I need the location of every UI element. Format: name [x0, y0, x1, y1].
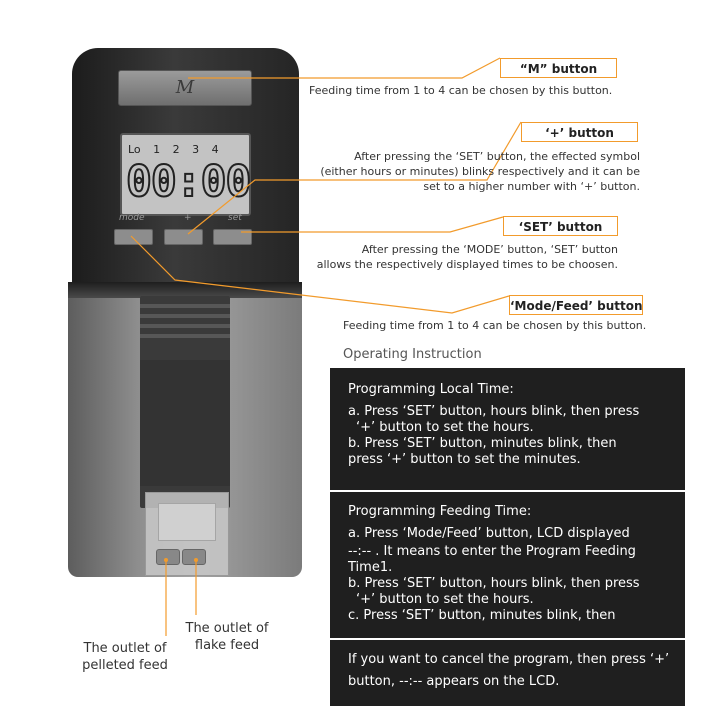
callout-line: (either hours or minutes) blinks respectively and it can be: [320, 165, 640, 178]
instruction-line: b. Press ‘SET’ button, hours blink, then press: [348, 576, 640, 591]
mode-feed-callout-text: Feeding time from 1 to 4 can be chosen by this button.: [343, 319, 647, 332]
cancel-instruction-panel: [330, 640, 685, 706]
local-time-heading: Programming Local Time:: [348, 382, 514, 397]
instruction-line: a. Press ‘SET’ button, hours blink, then press: [348, 404, 640, 419]
m-button-callout-text: Feeding time from 1 to 4 can be chosen by this button.: [309, 84, 613, 97]
instruction-line: If you want to cancel the program, then press ‘+’: [348, 652, 670, 667]
outlet-label-line: The outlet of: [83, 641, 167, 656]
instruction-line: ‘+’ button to set the hours.: [356, 592, 534, 607]
instruction-panel: [330, 368, 685, 638]
operating-instruction-title: Operating Instruction: [343, 347, 482, 362]
callout-line: allows the respectively displayed times to be choosen.: [316, 258, 618, 271]
lcd-indicator: 1: [153, 143, 161, 156]
callout-line: After pressing the ‘SET’ button, the effected symbol: [354, 150, 640, 163]
m-button-callout-title: “M” button: [500, 58, 617, 78]
instruction-line: --:-- . It means to enter the Program Feeding: [348, 544, 636, 559]
set-button-callout-title: ‘SET’ button: [503, 216, 618, 236]
outlet-label-line: The outlet of: [185, 621, 269, 636]
flake-outlet-label: [182, 620, 272, 654]
plus-button-callout-title: ‘+’ button: [521, 122, 638, 142]
plus-button-callout-text: [300, 149, 640, 194]
instruction-line: b. Press ‘SET’ button, minutes blink, then: [348, 436, 617, 451]
callout-line: After pressing the ‘MODE’ button, ‘SET’ button: [361, 243, 618, 256]
instruction-line: button, --:-- appears on the LCD.: [348, 674, 560, 689]
feeding-time-heading: Programming Feeding Time:: [348, 504, 532, 519]
instruction-line: a. Press ‘Mode/Feed’ button, LCD displayed: [348, 526, 630, 541]
lcd-indicator: 3: [192, 143, 200, 156]
callout-line: set to a higher number with ‘+’ button.: [423, 180, 640, 193]
m-button-symbol: M: [175, 77, 195, 98]
instruction-line: c. Press ‘SET’ button, minutes blink, then: [348, 608, 616, 623]
lcd-indicator: 4: [211, 143, 219, 156]
mode-feed-callout-title: ‘Mode/Feed’ button: [509, 295, 643, 315]
plus-key-label: +: [184, 213, 192, 223]
panel-divider: [330, 490, 685, 492]
mode-key-label: mode: [119, 213, 145, 223]
set-key-label: set: [228, 213, 242, 223]
lcd-indicator: Lo: [128, 143, 141, 156]
set-button-callout-text: [290, 242, 618, 272]
instruction-line: ‘+’ button to set the hours.: [356, 420, 534, 435]
instruction-line: press ‘+’ button to set the minutes.: [348, 452, 581, 467]
instruction-line: Time1.: [348, 560, 393, 575]
pelleted-outlet-label: [80, 640, 170, 674]
lcd-time-digits: 00:00: [126, 157, 251, 207]
lcd-indicator: 2: [172, 143, 180, 156]
outlet-label-line: flake feed: [194, 638, 260, 653]
outlet-label-line: pelleted feed: [82, 658, 168, 673]
